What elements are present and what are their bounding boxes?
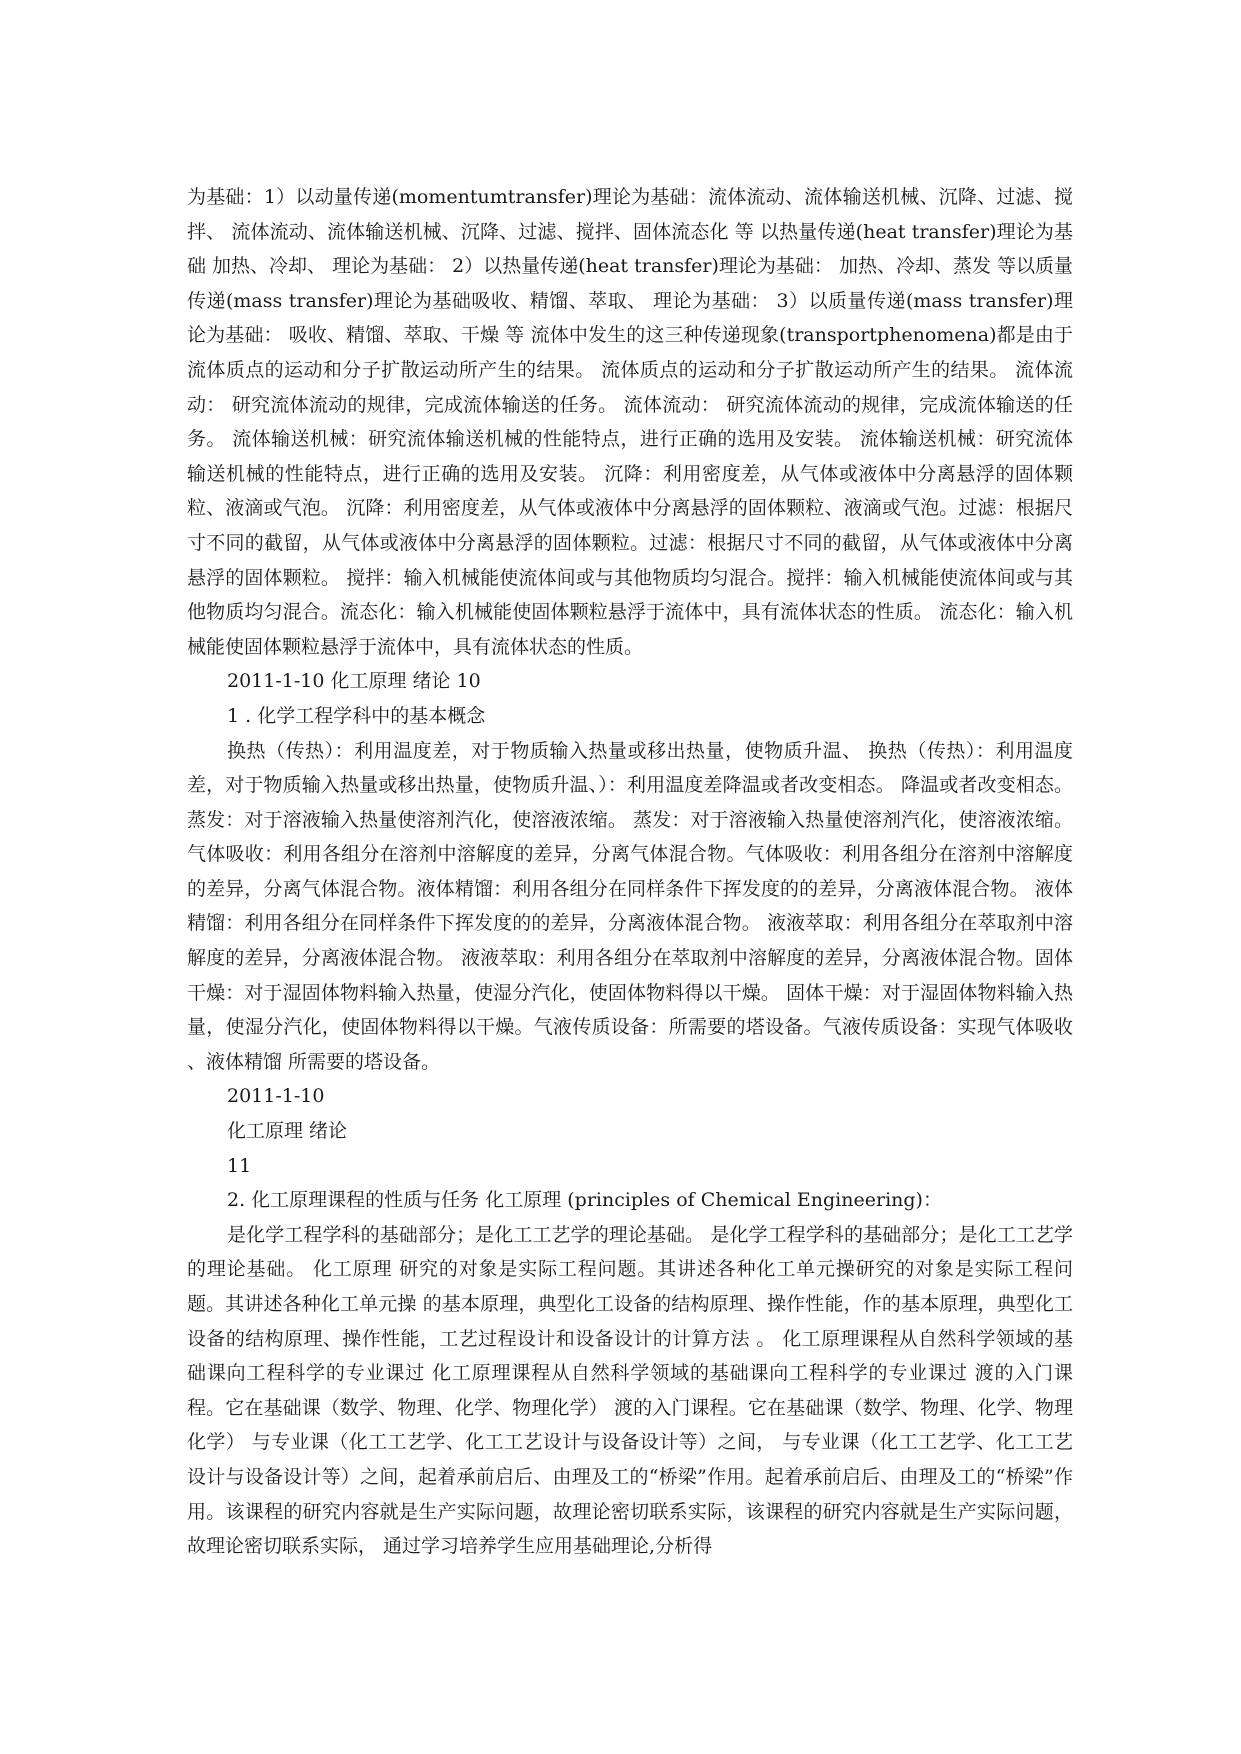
slide-footer-10: 2011-1-10 化工原理 绪论 10 — [227, 670, 481, 693]
slide-date: 2011-1-10 — [227, 1085, 325, 1108]
slide-course-title: 化工原理 绪论 — [227, 1120, 348, 1143]
document-page — [187, 180, 1073, 1564]
paragraph-heat-exchange: 换热（传热）：利用温度差，对于物质输入热量或移出热量，使物质升温、 换热（传热）：利用温度差，对于物质输入热量或移出热量，使物质升温、）：利用温度差降温或者改变相态。 降温或者改变相态。 蒸发：对于溶液输入热量使溶剂汽化，使溶液浓缩。 蒸发：对于溶液输入热量使溶剂汽化，使溶液浓缩。 气体吸收：利用各组分在溶剂中溶解度的差异，分离气体混合物。气体吸收：利用各组分在溶剂中溶解度的差异，分离气体混合物。液体精馏：利用各组分在同样条件下挥发度的的差异，分离液体混合物。 液体精馏：利用各组分在同样条件下挥发度的的差异，分离液体混合物。 液液萃取：利用各组分在萃取剂中溶解度的差异，分离液体混合物。 液液萃取：利用各组分在萃取剂中溶解度的差异，分离液体混合物。固体干燥：对于湿固体物料输入热量，使湿分汽化，使固体物料得以干燥。 固体干燥：对于湿固体物料输入热量，使湿分汽化，使固体物料得以干燥。气液传质设备：所需要的塔设备。气液传质设备：实现气体吸收 、液体精馏 所需要的塔设备。 — [187, 739, 1073, 1073]
section-heading-basic-concepts: 1 . 化学工程学科中的基本概念 — [227, 704, 486, 727]
section-heading-course-nature: 2. 化工原理课程的性质与任务 化工原理 (principles of Chemical Engineering)： — [227, 1189, 942, 1212]
slide-page-number: 11 — [227, 1154, 252, 1177]
paragraph-transfer-theory: 为基础：1）以动量传递(momentumtransfer)理论为基础：流体流动、流体输送机械、沉降、过滤、搅拌、 流体流动、流体输送机械、沉降、过滤、搅拌、固体流态化 等 以热量传递(heat transfer)理论为基础 加热、冷却、 理论为基础： 2）以热量传递(heat transfer)理论为基础： 加热、冷却、蒸发 等以质量传递(mass transfer)理论为基础吸收、精馏、萃取、 理论为基础： 3）以质量传递(mass transfer)理论为基础： 吸收、精馏、萃取、干燥 等 流体中发生的这三种传递现象(transportphenomena)都是由于流体质点的运动和分子扩散运动所产生的结果。 流体质点的运动和分子扩散运动所产生的结果。 流体流动： 研究流体流动的规律，完成流体输送的任务。 流体流动： 研究流体流动的规律，完成流体输送的任务。 流体输送机械：研究流体输送机械的性能特点，进行正确的选用及安装。 流体输送机械：研究流体输送机械的性能特点，进行正确的选用及安装。 沉降：利用密度差，从气体或液体中分离悬浮的固体颗粒、液滴或气泡。 沉降：利用密度差，从气体或液体中分离悬浮的固体颗粒、液滴或气泡。过滤：根据尺寸不同的截留，从气体或液体中分离悬浮的固体颗粒。过滤：根据尺寸不同的截留，从气体或液体中分离悬浮的固体颗粒。 搅拌：输入机械能使流体间或与其他物质均匀混合。搅拌：输入机械能使流体间或与其他物质均匀混合。流态化：输入机械能使固体颗粒悬浮于流体中，具有流体状态的性质。 流态化：输入机械能使固体颗粒悬浮于流体中，具有流体状态的性质。 — [187, 186, 1073, 658]
paragraph-course-description: 是化学工程学科的基础部分；是化工工艺学的理论基础。 是化学工程学科的基础部分；是化工工艺学的理论基础。 化工原理 研究的对象是实际工程问题。其讲述各种化工单元操研究的对象是实际工程问题。其讲述各种化工单元操 的基本原理，典型化工设备的结构原理、操作性能，作的基本原理，典型化工设备的结构原理、操作性能，工艺过程设计和设备设计的计算方法 。 化工原理课程从自然科学领域的基础课向工程科学的专业课过 化工原理课程从自然科学领域的基础课向工程科学的专业课过 渡的入门课程。它在基础课（数学、物理、化学、物理化学） 渡的入门课程。它在基础课（数学、物理、化学、物理化学） 与专业课（化工工艺学、化工工艺设计与设备设计等）之间， 与专业课（化工工艺学、化工工艺设计与设备设计等）之间，起着承前启后、由理及工的“桥梁”作用。起着承前启后、由理及工的“桥梁”作用。该课程的研究内容就是生产实际问题，故理论密切联系实际，该课程的研究内容就是生产实际问题，故理论密切联系实际， 通过学习培养学生应用基础理论,分析得 — [187, 1223, 1073, 1558]
